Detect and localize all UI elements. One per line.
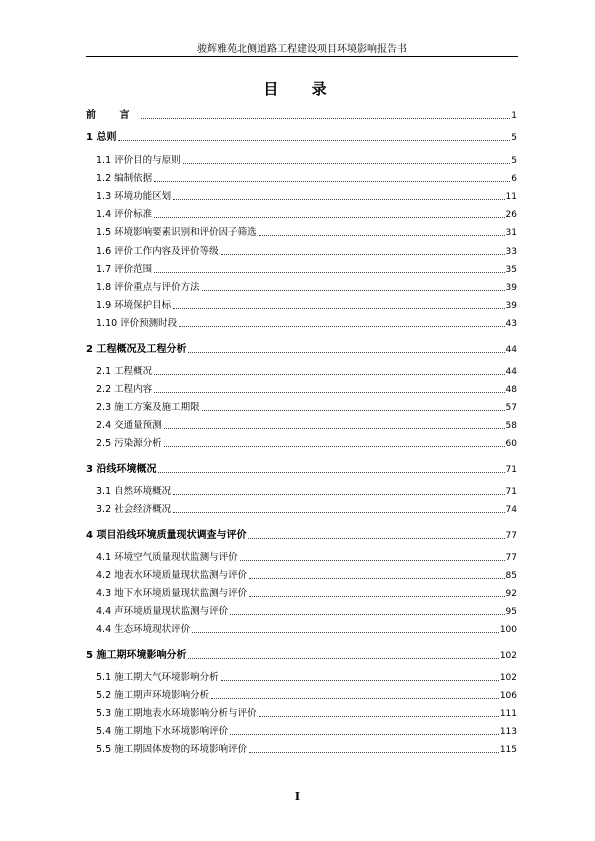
toc-entry-label: 2.1 工程概况 — [96, 366, 153, 377]
toc-entry-label: 2 工程概况及工程分析 — [86, 344, 187, 355]
toc-entry-page: 5 — [511, 133, 517, 143]
toc-entry-label: 1.1 评价目的与原则 — [96, 155, 181, 166]
toc-leader-dots — [154, 216, 504, 218]
toc-entry-label: 1.8 评价重点与评价方法 — [96, 282, 200, 293]
toc-entry-page: 111 — [499, 709, 517, 719]
toc-leader-dots — [192, 631, 499, 633]
toc-leader-dots — [249, 577, 504, 579]
toc-entry-page: 57 — [505, 403, 517, 413]
toc-leader-dots — [173, 198, 504, 200]
toc-leader-dots — [202, 289, 505, 291]
toc-entry-page: 106 — [499, 691, 517, 701]
toc-leader-dots — [221, 679, 499, 681]
toc-chapter-entry[interactable] — [86, 528, 517, 542]
toc-section-entry[interactable] — [86, 568, 517, 582]
toc-section-entry[interactable] — [86, 502, 517, 516]
toc-leader-dots — [259, 234, 505, 236]
toc-entry-label: 5 施工期环境影响分析 — [86, 650, 187, 661]
toc-entry-label: 5.5 施工期固体废物的环境影响评价 — [96, 744, 248, 755]
toc-entry-label: 1.2 编制依据 — [96, 173, 153, 184]
toc-leader-dots — [248, 537, 504, 539]
toc-entry-page: 39 — [505, 283, 517, 293]
toc-entry-page: 102 — [499, 673, 517, 683]
toc-entry-page: 95 — [505, 607, 517, 617]
toc-entry-page: 102 — [499, 651, 517, 661]
toc-entry-page: 11 — [505, 192, 517, 202]
toc-entry-page: 92 — [505, 589, 517, 599]
toc-section-entry[interactable] — [86, 225, 517, 239]
toc-section-entry[interactable] — [86, 586, 517, 600]
toc-section-entry[interactable] — [86, 688, 517, 702]
toc-leader-dots — [173, 307, 504, 309]
toc-section-entry[interactable] — [86, 189, 517, 203]
toc-section-entry[interactable] — [86, 316, 517, 330]
toc-entry-page: 100 — [499, 625, 517, 635]
toc-entry-label: 4.2 地表水环境质量现状监测与评价 — [96, 570, 248, 581]
toc-section-entry[interactable] — [86, 550, 517, 564]
toc-section-entry[interactable] — [86, 484, 517, 498]
toc-leader-dots — [230, 733, 499, 735]
toc-entry-label: 5.3 施工期地表水环境影响分析与评价 — [96, 708, 257, 719]
toc-leader-dots — [173, 493, 504, 495]
toc-entry-label: 1.9 环境保护目标 — [96, 300, 172, 311]
toc-leader-dots — [141, 117, 510, 119]
toc-chapter-entry[interactable] — [86, 648, 517, 662]
toc-leader-dots — [154, 271, 504, 273]
toc-leader-dots — [158, 471, 504, 473]
toc-leader-dots — [118, 139, 510, 141]
toc-chapter-entry[interactable] — [86, 108, 517, 122]
page-number: I — [294, 790, 301, 803]
toc-section-entry[interactable] — [86, 298, 517, 312]
toc-entry-label: 1 总则 — [86, 132, 117, 143]
toc-entry-page: 60 — [505, 439, 517, 449]
toc-entry-page: 26 — [505, 210, 517, 220]
toc-entry-page: 115 — [499, 745, 517, 755]
toc-leader-dots — [211, 697, 499, 699]
toc-entry-page: 43 — [505, 319, 517, 329]
toc-leader-dots — [188, 657, 498, 659]
toc-section-entry[interactable] — [86, 262, 517, 276]
toc-section-entry[interactable] — [86, 400, 517, 414]
toc-leader-dots — [202, 409, 505, 411]
toc-section-entry[interactable] — [86, 244, 517, 258]
toc-entry-label: 4.4 生态环境现状评价 — [96, 624, 191, 635]
toc-chapter-entry[interactable] — [86, 462, 517, 476]
toc-leader-dots — [164, 427, 505, 429]
toc-entry-page: 77 — [505, 553, 517, 563]
toc-entry-page: 31 — [505, 228, 517, 238]
running-header: 骏辉雅苑北侧道路工程建设项目环境影响报告书 — [197, 44, 407, 55]
toc-entry-label: 2.4 交通量预测 — [96, 420, 162, 431]
toc-entry-label: 4.4 声环境质量现状监测与评价 — [96, 606, 229, 617]
toc-leader-dots — [164, 445, 505, 447]
toc-section-entry[interactable] — [86, 436, 517, 450]
toc-entry-page: 44 — [505, 367, 517, 377]
toc-section-entry[interactable] — [86, 280, 517, 294]
toc-entry-label: 2.5 污染源分析 — [96, 438, 162, 449]
toc-entry-label: 3 沿线环境概况 — [86, 464, 157, 475]
page-title: 目 录 — [263, 80, 341, 98]
toc-section-entry[interactable] — [86, 604, 517, 618]
toc-section-entry[interactable] — [86, 171, 517, 185]
toc-leader-dots — [230, 613, 504, 615]
toc-section-entry[interactable] — [86, 706, 517, 720]
toc-leader-dots — [154, 391, 504, 393]
toc-entry-page: 33 — [505, 247, 517, 257]
toc-leader-dots — [259, 715, 499, 717]
toc-section-entry[interactable] — [86, 364, 517, 378]
toc-entry-page: 113 — [499, 727, 517, 737]
toc-section-entry[interactable] — [86, 670, 517, 684]
toc-leader-dots — [183, 162, 511, 164]
toc-entry-page: 1 — [511, 111, 517, 121]
toc-chapter-entry[interactable] — [86, 130, 517, 144]
toc-entry-label: 1.5 环境影响要素识别和评价因子筛选 — [96, 227, 257, 238]
toc-entry-page: 85 — [505, 571, 517, 581]
toc-section-entry[interactable] — [86, 418, 517, 432]
toc-entry-label: 4.1 环境空气质量现状监测与评价 — [96, 552, 238, 563]
toc-section-entry[interactable] — [86, 382, 517, 396]
toc-leader-dots — [154, 180, 510, 182]
toc-entry-label: 3.2 社会经济概况 — [96, 504, 172, 515]
toc-entry-label: 4 项目沿线环境质量现状调查与评价 — [86, 530, 247, 541]
toc-entry-label: 1.10 评价预测时段 — [96, 318, 178, 329]
toc-entry-page: 44 — [505, 345, 517, 355]
toc-leader-dots — [179, 325, 504, 327]
toc-entry-page: 35 — [505, 265, 517, 275]
toc-entry-page: 6 — [511, 174, 517, 184]
header-rule — [86, 56, 518, 57]
toc-chapter-entry[interactable] — [86, 342, 517, 356]
toc-leader-dots — [240, 559, 505, 561]
toc-entry-label: 5.4 施工期地下水环境影响评价 — [96, 726, 229, 737]
toc-entry-label: 3.1 自然环境概况 — [96, 486, 172, 497]
toc-entry-page: 5 — [511, 156, 517, 166]
toc-section-entry[interactable] — [86, 724, 517, 738]
toc-entry-page: 71 — [505, 465, 517, 475]
toc-leader-dots — [173, 511, 504, 513]
toc-entry-label: 1.3 环境功能区划 — [96, 191, 172, 202]
toc-leader-dots — [249, 751, 499, 753]
toc-entry-label: 4.3 地下水环境质量现状监测与评价 — [96, 588, 248, 599]
toc-section-entry[interactable] — [86, 153, 517, 167]
toc-section-entry[interactable] — [86, 622, 517, 636]
toc-entry-page: 71 — [505, 487, 517, 497]
toc-entry-label: 2.2 工程内容 — [96, 384, 153, 395]
toc-entry-label: 5.2 施工期声环境影响分析 — [96, 690, 210, 701]
toc-entry-page: 48 — [505, 385, 517, 395]
toc-entry-label: 1.7 评价范围 — [96, 264, 153, 275]
toc-leader-dots — [154, 373, 504, 375]
toc-leader-dots — [188, 351, 504, 353]
toc-entry-page: 74 — [505, 505, 517, 515]
toc-entry-label: 5.1 施工期大气环境影响分析 — [96, 672, 219, 683]
toc-entry-label: 2.3 施工方案及施工期限 — [96, 402, 200, 413]
toc-entry-page: 39 — [505, 301, 517, 311]
toc-entry-page: 77 — [505, 531, 517, 541]
toc-entry-label: 1.4 评价标准 — [96, 209, 153, 220]
toc-section-entry[interactable] — [86, 742, 517, 756]
toc-entry-label: 前 言 — [86, 110, 140, 121]
toc-leader-dots — [221, 253, 505, 255]
toc-entry-page: 58 — [505, 421, 517, 431]
toc-entry-label: 1.6 评价工作内容及评价等级 — [96, 246, 219, 257]
toc-leader-dots — [249, 595, 504, 597]
toc-section-entry[interactable] — [86, 207, 517, 221]
